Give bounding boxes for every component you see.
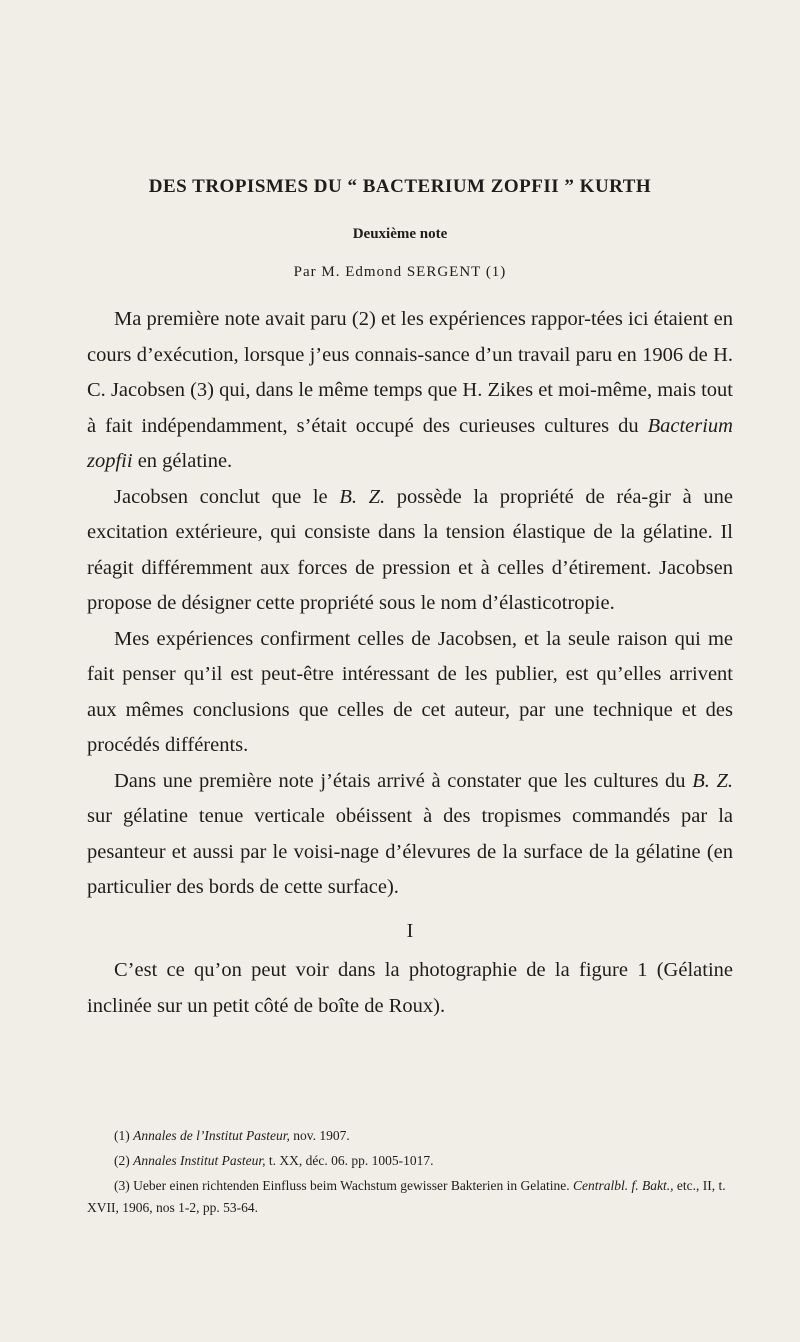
footnote-2-journal: Annales Institut Pasteur, [133,1153,266,1168]
article-title: DES TROPISMES DU “ BACTERIUM ZOPFII ” KURTH [148,176,652,197]
species-abbrev: B. Z. [692,769,733,792]
footnote-3-text: (3) Ueber einen richtenden Einfluss beim Wachstum gewisser Bakterien in Gelatine. [114,1178,574,1193]
footnote-1-number: (1) [114,1128,134,1143]
footnotes [87,1125,733,1222]
paragraph-1 [87,302,733,480]
paragraph-4 [87,764,733,906]
paragraph-4-text-c: sur gélatine tenue verticale obéissent à des tropismes commandés par la pesanteur et aussi par le voisi-nage d’élevures de la surface de la gélatine (en particulier des bords de cette surface). [87,805,733,898]
footnote-3-ref: etc., II, t. XVII, 1906, nos 1-2, pp. 53-64. [87,1178,726,1215]
paragraph-2-text-c: possède la propriété de réa-gir à une excitation extérieure, qui consiste dans la tension élastique de la gélatine. Il réagit différemment aux forces de pression et à celles d’étirement. Jacobsen propose de désigner cette propriété sous le nom d’élasticotropie. [87,485,733,614]
section-heading: I [406,919,414,942]
paragraph-2-text-a: Jacobsen conclut que le [114,485,340,508]
footnote-2-number: (2) [114,1153,134,1168]
paragraph-5: C’est ce qu’on peut voir dans la photographie de la figure 1 (Gélatine inclinée sur un petit côté de boîte de Roux). [87,959,733,1017]
footnote-1-journal: Annales de l’Institut Pasteur, [133,1128,290,1143]
species-name: Bacterium zopfii [87,414,733,472]
article-subtitle: Deuxième note [352,226,448,242]
paragraph-3: Mes expériences confirment celles de Jacobsen, et la seule raison qui me fait penser qu’il est peut-être intéressant de les publier, est qu’elles arrivent aux mêmes conclusions que celles de cet auteur, par une technique et des procédés différents. [87,627,733,756]
footnote-2-ref: t. XX, déc. 06. pp. 1005-1017. [265,1153,434,1168]
footnote-2 [87,1150,733,1172]
footnote-1 [87,1125,733,1147]
author-line: Par M. Edmond SERGENT (1) [293,264,507,280]
paragraph-4-text-a: Dans une première note j’étais arrivé à constater que les cultures du [114,769,693,792]
footnote-3-journal: Centralbl. f. Bakt., [573,1178,674,1193]
species-abbrev: B. Z. [339,485,386,508]
footnote-3 [87,1175,733,1219]
paragraph-1-text-c: en gélatine. [132,450,233,472]
footnote-1-ref: nov. 1907. [289,1128,350,1143]
paragraph-1-text-a: Ma première note avait paru (2) et les expériences rappor-tées ici étaient en cours d’exécution, lorsque j’eus connais-sance d’un travail paru en 1906 de H. C. Jacobsen (3) qui, dans le même temps que H. Zikes et moi-même, mais tout à fait indépendamment, s’était occupé des curieuses cultures du [87,308,733,437]
article-body [87,302,733,1024]
paragraph-2 [87,480,733,622]
